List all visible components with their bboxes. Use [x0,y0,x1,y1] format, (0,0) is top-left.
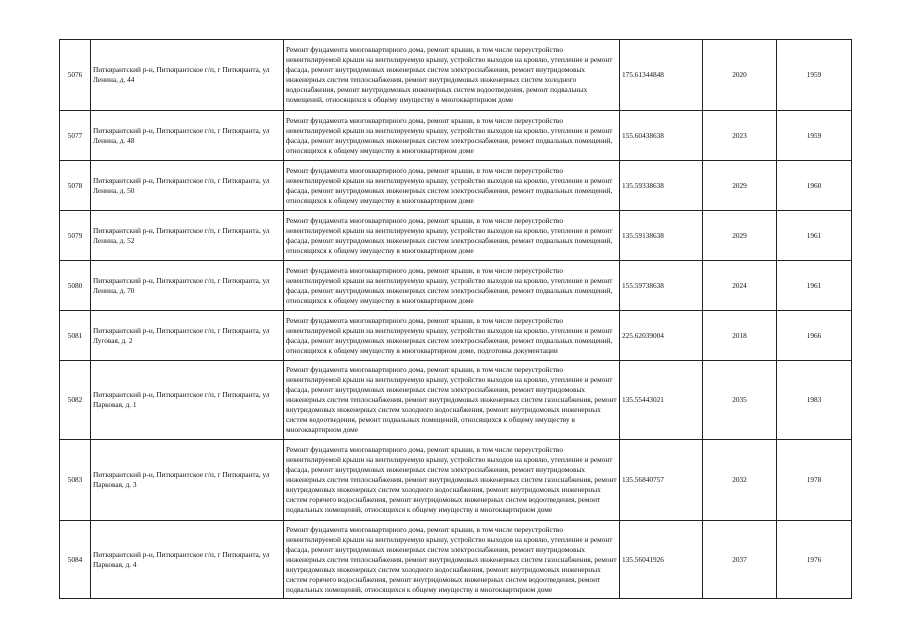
address-cell: Питкярантский р-н, Питкярантское г/п, г Питкяранта, ул Луговая, д. 2 [91,311,284,361]
works-description-cell: Ремонт фундамента многоквартирного дома, ремонт крыши, в том числе переустройство невентилируемой крыши на вентилируемую крышу, устройство выходов на кровлю, утепление и ремонт фасада, ремонт внутридомовых инженерных систем электроснабжения, ремонт подвальных помещений, относящихся к общему имуществу в многоквартирном доме [284,211,620,261]
cost-cell: 135.56041926 [620,521,703,599]
address-cell: Питкярантский р-н, Питкярантское г/п, г Питкяранта, ул Парковая, д. 4 [91,521,284,599]
build-year-cell: 1961 [777,211,852,261]
row-number: 5076 [60,40,91,111]
row-number: 5079 [60,211,91,261]
planned-year-cell: 2024 [703,261,777,311]
build-year-cell: 1959 [777,40,852,111]
cost-cell: 135.56840757 [620,440,703,521]
works-description-cell: Ремонт фундамента многоквартирного дома, ремонт крыши, в том числе переустройство невентилируемой крыши на вентилируемую крышу, устройство выходов на кровлю, утепление и ремонт фасада, ремонт внутридомовых инженерных систем электроснабжения, ремонт внутридомовых инженерных систем теплоснабжения, ремонт внутридомовых инженерных систем холодного водоснабжения, ремонт внутридомовых инженерных систем водоотведения, ремонт подвальных помещений, относящихся к общему имуществу в многоквартирном доме [284,40,620,111]
build-year-cell: 1961 [777,261,852,311]
planned-year-cell: 2032 [703,440,777,521]
table-body [60,40,852,599]
planned-year-cell: 2035 [703,361,777,440]
table-row [60,521,852,599]
table-row [60,211,852,261]
cost-cell: 225.62039004 [620,311,703,361]
planned-year-cell: 2018 [703,311,777,361]
cost-cell: 155.60438638 [620,111,703,161]
table-row [60,261,852,311]
build-year-cell: 1978 [777,440,852,521]
capital-repair-table [59,39,852,599]
build-year-cell: 1983 [777,361,852,440]
table-row [60,161,852,211]
address-cell: Питкярантский р-н, Питкярантское г/п, г Питкяранта, ул Парковая, д. 1 [91,361,284,440]
address-cell: Питкярантский р-н, Питкярантское г/п, г Питкяранта, ул Ленина, д. 48 [91,111,284,161]
row-number: 5080 [60,261,91,311]
build-year-cell: 1976 [777,521,852,599]
works-description-cell: Ремонт фундамента многоквартирного дома, ремонт крыши, в том числе переустройство невентилируемой крыши на вентилируемую крышу, устройство выходов на кровлю, утепление и ремонт фасада, ремонт внутридомовых инженерных систем электроснабжения, ремонт внутридомовых инженерных систем теплоснабжения, ремонт внутридомовых инженерных систем газоснабжения, ремонт внутридомовых инженерных систем холодного водоснабжения, ремонт внутридомовых инженерных систем горячего водоснабжения, ремонт внутридомовых инженерных систем водоотведения, ремонт подвальных помещений, относящихся к общему имуществу в многоквартирном доме [284,521,620,599]
table-row [60,361,852,440]
planned-year-cell: 2029 [703,161,777,211]
table-row [60,311,852,361]
planned-year-cell: 2023 [703,111,777,161]
cost-cell: 135.59138638 [620,211,703,261]
address-cell: Питкярантский р-н, Питкярантское г/п, г Питкяранта, ул Ленина, д. 50 [91,161,284,211]
planned-year-cell: 2020 [703,40,777,111]
planned-year-cell: 2037 [703,521,777,599]
works-description-cell: Ремонт фундамента многоквартирного дома, ремонт крыши, в том числе переустройство невентилируемой крыши на вентилируемую крышу, устройство выходов на кровлю, утепление и ремонт фасада, ремонт внутридомовых инженерных систем электроснабжения, ремонт подвальных помещений, относящихся к общему имуществу в многоквартирном доме [284,261,620,311]
works-description-cell: Ремонт фундамента многоквартирного дома, ремонт крыши, в том числе переустройство невентилируемой крыши на вентилируемую крышу, устройство выходов на кровлю, утепление и ремонт фасада, ремонт внутридомовых инженерных систем электроснабжения, ремонт внутридомовых инженерных систем теплоснабжения, ремонт внутридомовых инженерных систем газоснабжения, ремонт внутридомовых инженерных систем холодного водоснабжения, ремонт внутридомовых инженерных систем водоотведения, ремонт подвальных помещений, относящихся к общему имуществу в многоквартирном доме [284,361,620,440]
cost-cell: 175.61344848 [620,40,703,111]
works-description-cell: Ремонт фундамента многоквартирного дома, ремонт крыши, в том числе переустройство невентилируемой крыши на вентилируемую крышу, устройство выходов на кровлю, утепление и ремонт фасада, ремонт внутридомовых инженерных систем электроснабжения, ремонт подвальных помещений, относящихся к общему имуществу в многоквартирном доме [284,111,620,161]
address-cell: Питкярантский р-н, Питкярантское г/п, г Питкяранта, ул Ленина, д. 52 [91,211,284,261]
works-description-cell: Ремонт фундамента многоквартирного дома, ремонт крыши, в том числе переустройство невентилируемой крыши на вентилируемую крышу, устройство выходов на кровлю, утепление и ремонт фасада, ремонт внутридомовых инженерных систем электроснабжения, ремонт внутридомовых инженерных систем теплоснабжения, ремонт внутридомовых инженерных систем газоснабжения, ремонт внутридомовых инженерных систем холодного водоснабжения, ремонт внутридомовых инженерных систем горячего водоснабжения, ремонт внутридомовых инженерных систем водоотведения, ремонт подвальных помещений, относящихся к общему имуществу в многоквартирном доме [284,440,620,521]
row-number: 5081 [60,311,91,361]
planned-year-cell: 2029 [703,211,777,261]
build-year-cell: 1959 [777,111,852,161]
table-row [60,40,852,111]
row-number: 5077 [60,111,91,161]
cost-cell: 155.59738638 [620,261,703,311]
row-number: 5078 [60,161,91,211]
works-description-cell: Ремонт фундамента многоквартирного дома, ремонт крыши, в том числе переустройство невентилируемой крыши на вентилируемую крышу, устройство выходов на кровлю, утепление и ремонт фасада, ремонт внутридомовых инженерных систем электроснабжения, ремонт подвальных помещений, относящихся к общему имуществу в многоквартирном доме [284,161,620,211]
table-row [60,111,852,161]
address-cell: Питкярантский р-н, Питкярантское г/п, г Питкяранта, ул Парковая, д. 3 [91,440,284,521]
row-number: 5083 [60,440,91,521]
row-number: 5082 [60,361,91,440]
build-year-cell: 1966 [777,311,852,361]
address-cell: Питкярантский р-н, Питкярантское г/п, г Питкяранта, ул Ленина, д. 70 [91,261,284,311]
build-year-cell: 1960 [777,161,852,211]
works-description-cell: Ремонт фундамента многоквартирного дома, ремонт крыши, в том числе переустройство невентилируемой крыши на вентилируемую крышу, устройство выходов на кровлю, утепление и ремонт фасада, ремонт внутридомовых инженерных систем электроснабжения, ремонт подвальных помещений, относящихся к общему имуществу в многоквартирном доме, подготовка документации [284,311,620,361]
cost-cell: 135.55443021 [620,361,703,440]
cost-cell: 135.59338638 [620,161,703,211]
table-row [60,440,852,521]
address-cell: Питкярантский р-н, Питкярантское г/п, г Питкяранта, ул Ленина, д. 44 [91,40,284,111]
row-number: 5084 [60,521,91,599]
